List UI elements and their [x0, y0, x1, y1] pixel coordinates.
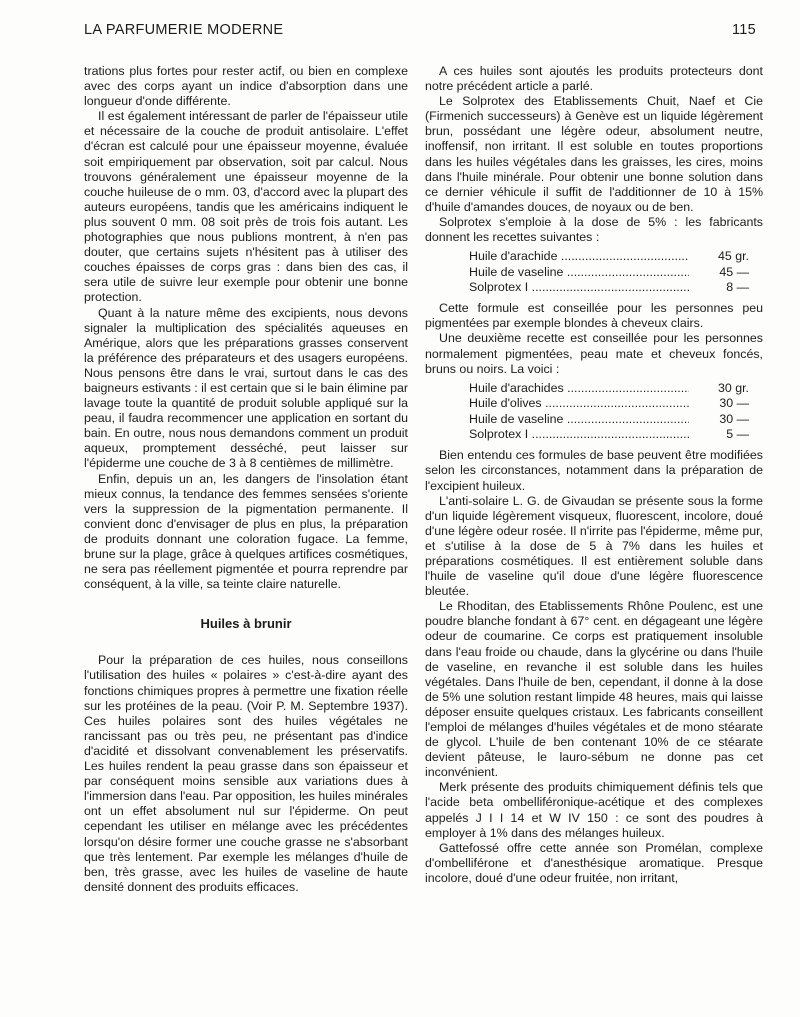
paragraph: Pour la préparation de ces huiles, nous conseillons l'utilisation des huiles « polaires » c'est-à-dire ayant des fonctions chimiques propres à permettre une fixation réelle sur les protéines de la peau. (Voir P. M. Septembre 1937). Ces huiles polaires sont des huiles végétales ne rancissant pas ou très peu, ne présentant pas d'indice d'acidité et dissolvant convenablement les préservatifs. Les huiles rendent la peau grasse dans son épaisseur et par conséquent moins sensible aux variations dues à l'immersion dans l'eau. Par opposition, les huiles minérales ont un effet absolument nul sur l'épiderme. On peut cependant les utiliser en mélange avec les précédentes lorsqu'on désire former une couche grasse ne s'absorbant que très lentement. Par exemple les mélanges d'huile de ben, très grasse, avec les huiles de vaseline de haute densité donnent des produits efficaces. — [84, 653, 408, 894]
paragraph: Enfin, depuis un an, les dangers de l'insolation étant mieux connus, la tendance des femmes sensées s'oriente vers la suppression de la pigmentation permanente. Il convient donc d'envisager de plus en plus, la préparation de produits donnant une coloration fugace. La femme, brune sur la plage, grâce à quelques artifices cosmétiques, ne sera pas réellement pigmentée et pourra reprendre par conséquent, à la ville, sa teinte claire naturelle. — [84, 471, 408, 592]
paragraph: Il est également intéressant de parler de l'épaisseur utile et nécessaire de la couche de produit antisolaire. L'effet d'écran est calculé pour une épaisseur moyenne, évaluée soit empiriquement par observation, soit par calcul. Nous trouvons généralement une épaisseur moyenne de la couche huileuse de o mm. 03, d'accord avec la plupart des auteurs européens, tandis que les américains indiquent le plus souvent 0 mm. 08 soit près de trois fois autant. Les photographies que nous publions montrent, à n'en pas douter, que certains sujets n'hésitent pas à utiliser des couches épaisses de corps gras : dans bien des cas, il sera utile de suivre leur exemple pour obtenir une bonne protection. — [84, 109, 408, 305]
paragraph: Le Rhoditan, des Etablissements Rhône Poulenc, est une poudre blanche fondant à 67° cent. en dégageant une légère odeur de coumarine. Ce corps est pratiquement insoluble dans l'eau froide ou chaude, dans la glycérine ou dans l'huile de vaseline, en revanche il est soluble dans les huiles végétales. Dans l'huile de ben, cependant, il donne à la dose de 5% une solution restant limpide 48 heures, mais qui laisse déposer ensuite quelques cristaux. Les fabricants conseillent l'emploi de mélanges d'huiles végétales et de mono stéarate de glycol. L'huile de ben contenant 10% de ce stéarate devient pâteuse, le lauro-sébum ne donne pas cet inconvénient. — [425, 599, 763, 780]
paragraph: Une deuxième recette est conseillée pour les personnes normalement pigmentées, peau mate et cheveux foncés, bruns ou noirs. La voici : — [425, 331, 763, 376]
page-header — [84, 22, 756, 42]
paragraph: Merk présente des produits chimiquement définis tels que l'acide beta ombelliféronique-acétique et des complexes appelés J I I 14 et W IV 150 : ce sont des poudres à employer à 1% dans des mélanges huileux. — [425, 780, 763, 840]
left-column — [84, 64, 408, 895]
ingredient-name: Huile d'arachides ..... — [469, 381, 689, 396]
recipe-row — [469, 412, 749, 427]
ingredient-name: Huile de vaseline ..... — [469, 265, 689, 280]
journal-title: LA PARFUMERIE MODERNE — [84, 22, 284, 38]
recipe-row — [469, 280, 749, 295]
recipe-row — [469, 396, 749, 411]
ingredient-quantity: 30 gr. — [717, 380, 749, 395]
recipe-table-2 — [469, 381, 749, 443]
section-heading: Huiles à brunir — [200, 616, 292, 632]
ingredient-quantity: 30 — — [719, 411, 749, 426]
ingredient-name: Huile de vaseline ..... — [469, 412, 689, 427]
paragraph: trations plus fortes pour rester actif, ou bien en complexe avec des corps ayant un indice d'absorption dans une longueur d'onde différente. — [84, 64, 408, 109]
ingredient-name: Solprotex I ..... — [469, 427, 689, 442]
paragraph: Le Solprotex des Etablissements Chuit, Naef et Cie (Firmenich successeurs) à Genève est un liquide légèrement brun, possédant une légère odeur, absolument neutre, inoffensif, non irritant. Il est soluble en toutes proportions dans les huiles végétales dans les graisses, les cires, moins dans l'huile minérale. Pour obtenir une bonne solution dans ce dernier véhicule il suffit de l'additionner de 10 à 15% d'huile d'amandes douces, de noyaux ou de ben. — [425, 94, 763, 214]
paragraph: Solprotex s'emploie à la dose de 5% : les fabricants donnent les recettes suivantes : — [425, 214, 763, 245]
right-column — [425, 64, 763, 886]
paragraph: Bien entendu ces formules de base peuvent être modifiées selon les circonstances, notamment dans la préparation de l'excipient huileux. — [425, 448, 763, 493]
recipe-row — [469, 381, 749, 396]
recipe-row — [469, 249, 749, 264]
paragraph: Cette formule est conseillée pour les personnes peu pigmentées par exemple blondes à cheveux clairs. — [425, 301, 763, 331]
ingredient-quantity: 45 — — [719, 264, 749, 279]
page-number: 115 — [731, 22, 756, 38]
paragraph: Gattefossé offre cette année son Promélan, complexe d'ombelliférone et d'anesthésique aromatique. Presque incolore, doué d'une odeur fruitée, non irritant, — [425, 840, 763, 885]
paragraph: A ces huiles sont ajoutés les produits protecteurs dont notre précédent article a parlé. — [425, 64, 763, 94]
recipe-row — [469, 427, 749, 442]
ingredient-quantity: 45 gr. — [717, 249, 749, 264]
ingredient-quantity: 5 — — [726, 426, 749, 441]
paragraph: Quant à la nature même des excipients, nous devons signaler la multiplication des spécialités aqueuses en Amérique, alors que les préparations grasses conservent la préférence des préparateurs et des usagers européens. Nous pensons être dans le vrai, surtout dans le cas des baigneurs estivants : il est certain que si le bain élimine par lavage toute la quantité de produit soluble appliqué sur la peau, il faudra recommencer une application en sortant du bain. En outre, nous nous demandons comment un produit aqueux, promptement desséché, peut laisser sur l'épiderme une couche de 3 à 8 centièmes de millimètre. — [84, 305, 408, 471]
ingredient-name: Huile d'olives ..... — [469, 396, 689, 411]
recipe-table-1 — [469, 249, 749, 295]
paragraph: L'anti-solaire L. G. de Givaudan se présente sous la forme d'un liquide légèrement visqueux, fluorescent, incolore, doué d'une légère odeur rosée. Il n'irrite pas l'épiderme, même pur, et s'utilise à la dose de 5 à 7% dans les huiles et préparations cosmétiques. Il est entièrement soluble dans l'huile de vaseline qu'il doue d'une légère fluorescence bleutée. — [425, 493, 763, 599]
ingredient-name: Solprotex I ..... — [469, 280, 689, 295]
ingredient-quantity: 8 — — [726, 279, 749, 294]
recipe-row — [469, 265, 749, 280]
ingredient-name: Huile d'arachide ..... — [469, 249, 689, 264]
ingredient-quantity: 30 — — [719, 396, 749, 411]
